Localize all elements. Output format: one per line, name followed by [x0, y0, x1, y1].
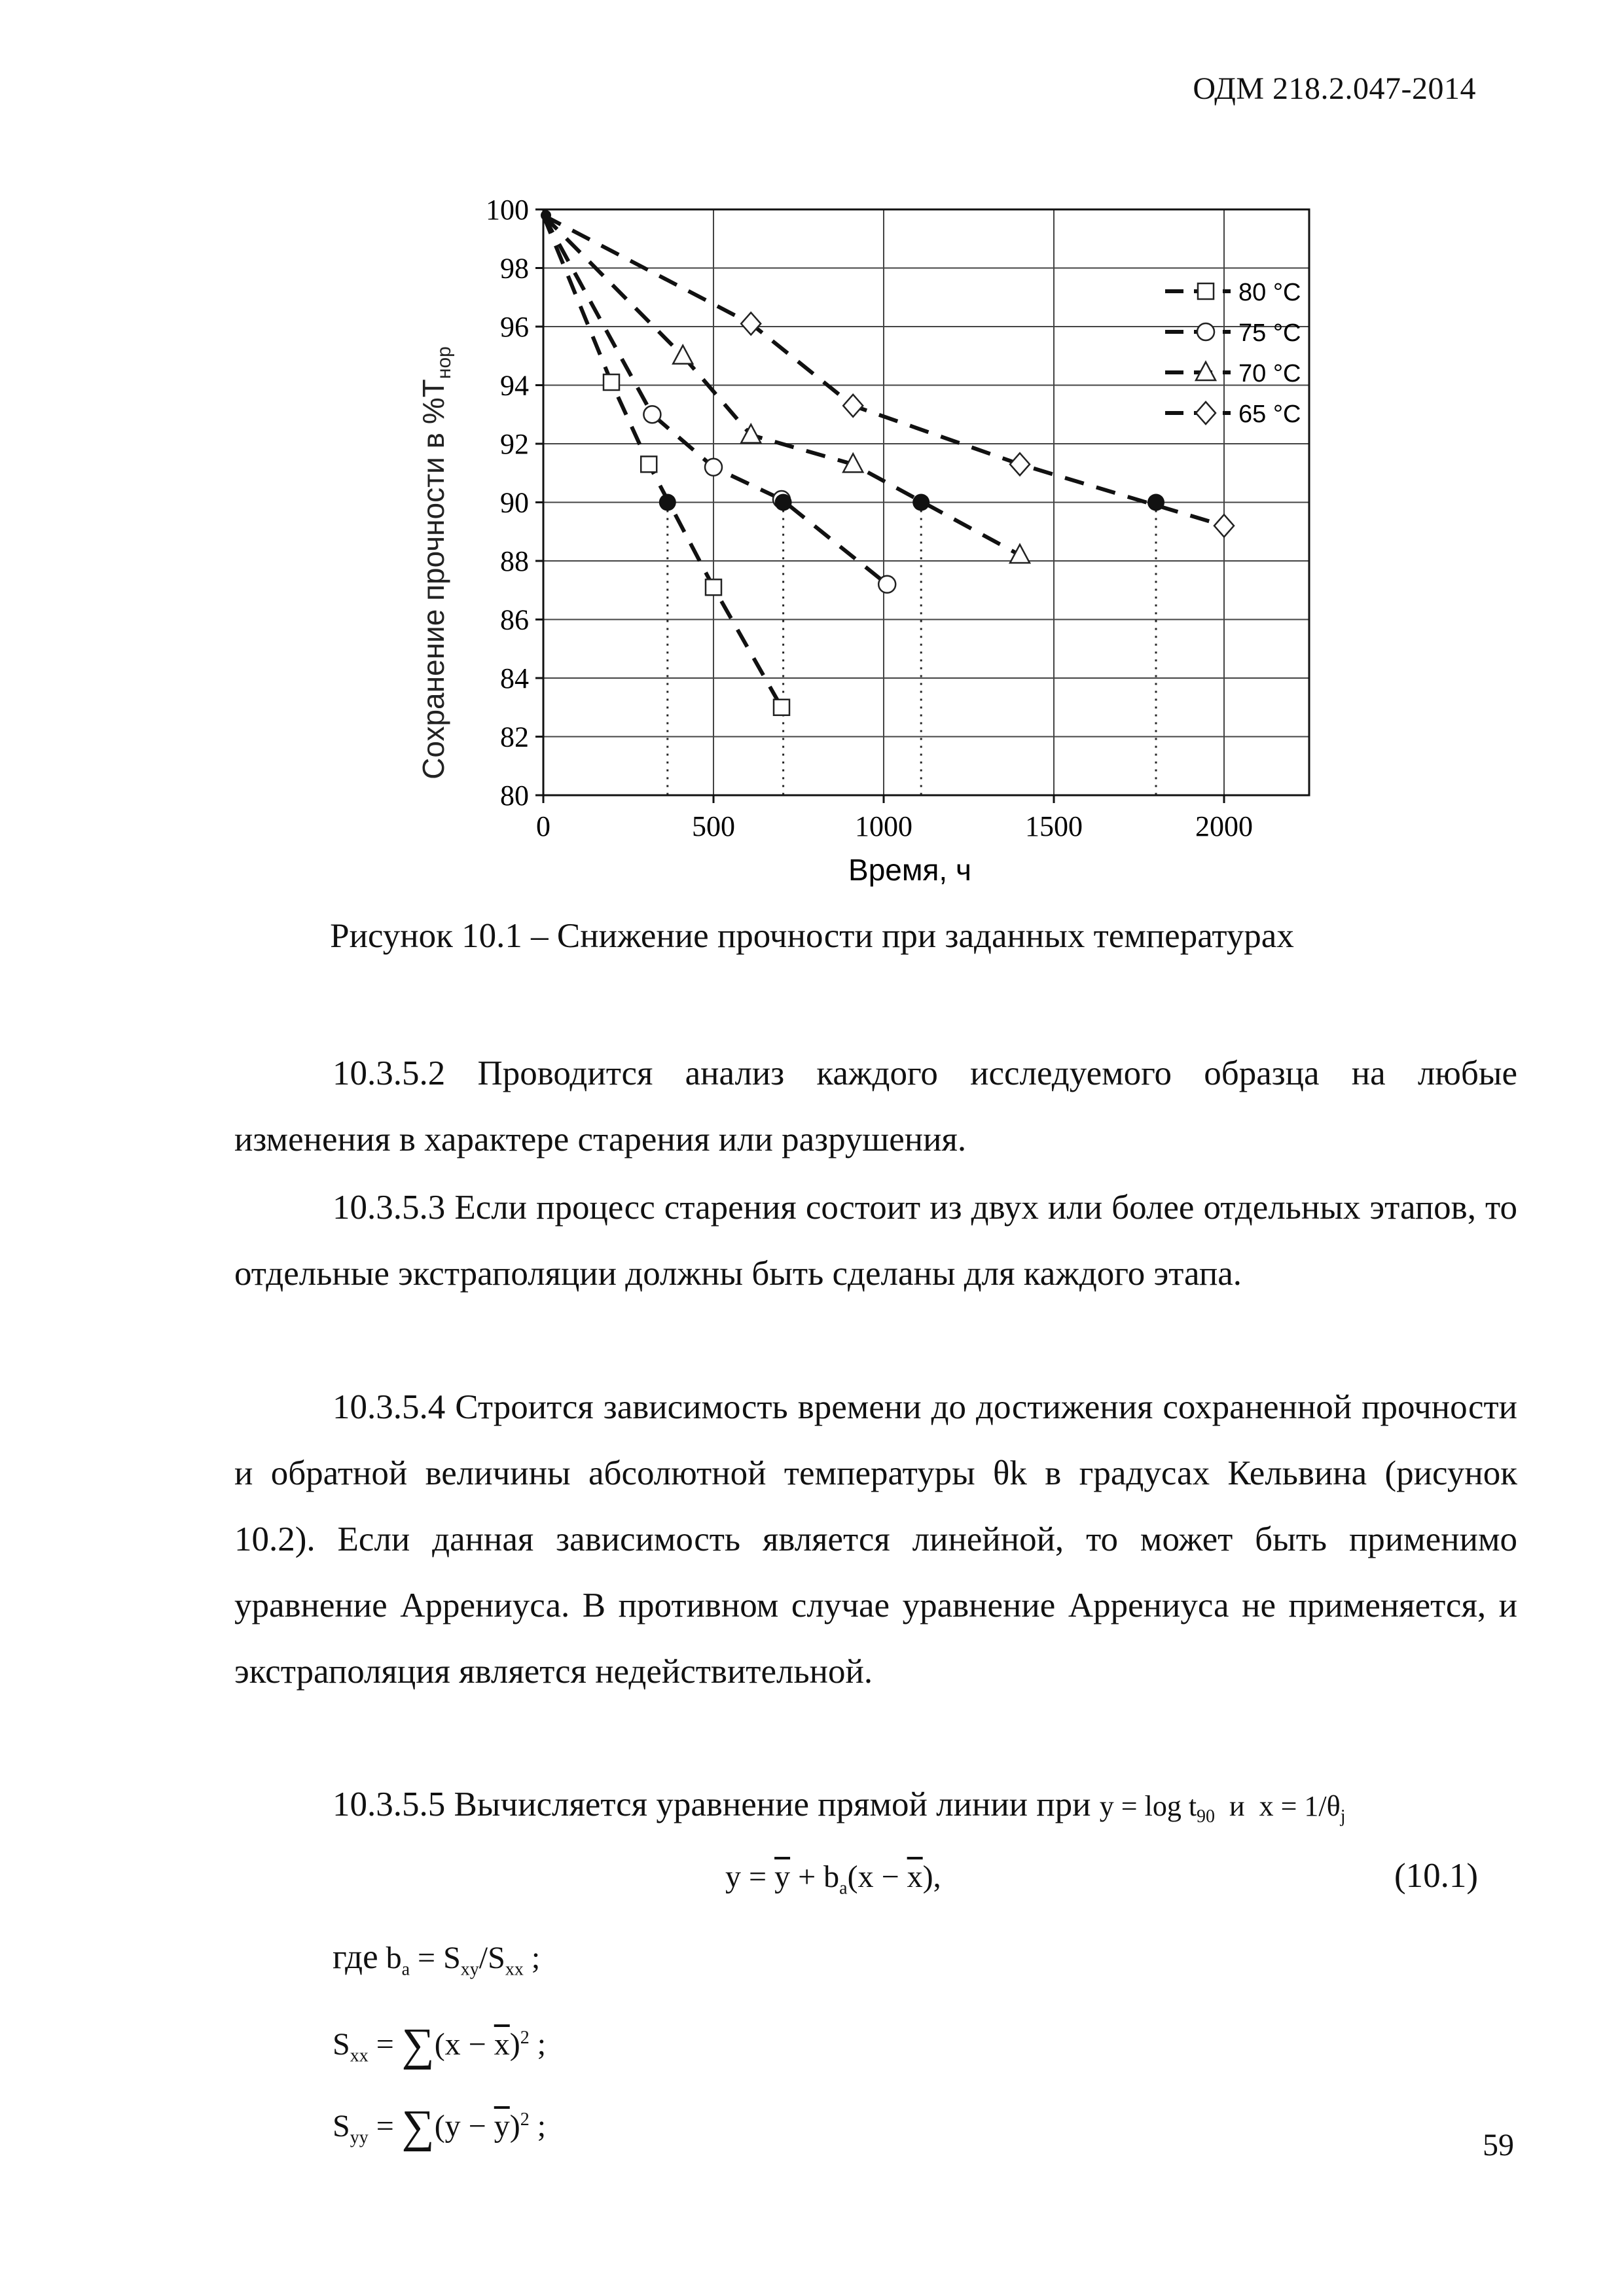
y-tick-label: 96	[500, 311, 529, 343]
diamond-marker	[1196, 402, 1216, 424]
paragraph-10-3-5-3: 10.3.5.3 Если процесс старения состоит из двух или более отдельных этапов, то отдельные экстраполяции должны быть сделаны для каждого этапа.	[234, 1189, 1517, 1293]
diamond-marker	[843, 395, 863, 417]
series-line	[543, 215, 782, 708]
series-circle	[543, 215, 895, 593]
y-tick-label: 92	[500, 428, 529, 460]
series-diamond	[543, 215, 1234, 537]
y-tick-label: 100	[486, 194, 529, 226]
x-tick-label: 1000	[855, 810, 912, 842]
equation-10-1: $y = \overline{y} + b_a(x - \overline{x})$,	[725, 1859, 941, 1899]
y-tick-label: 90	[500, 486, 529, 519]
diamond-marker	[1214, 514, 1234, 537]
x-tick-label: 500	[692, 810, 735, 842]
strength-loss-chart	[406, 177, 1335, 910]
x-tick-label: 0	[536, 810, 550, 842]
circle-marker	[878, 576, 895, 593]
syy-formula: $S_{yy} = \sum(y - \overline{y})^2$ ;	[333, 2102, 547, 2152]
where-label: где	[333, 1938, 378, 1976]
triangle-marker	[1010, 545, 1030, 563]
legend-label: 75 °C	[1238, 319, 1301, 347]
y-tick-label: 94	[500, 369, 529, 402]
triangle-marker	[741, 425, 761, 443]
paragraph-10-3-5-2: 10.3.5.2 Проводится анализ каждого исследуемого образца на любые изменения в характере старения или разрушения.	[234, 1054, 1517, 1158]
x-tick-label: 1500	[1025, 810, 1083, 842]
circle-marker	[643, 406, 660, 423]
page-number: 59	[1483, 2128, 1514, 2162]
diamond-marker	[1010, 453, 1030, 475]
y-axis-label: Сохранение прочности в $\%T_{нор}$	[416, 346, 455, 780]
y-tick-label: 82	[500, 721, 529, 753]
paragraph-10-3-5-5-text: 10.3.5.5 Вычисляется уравнение прямой линии при	[333, 1785, 1091, 1823]
y-tick-label: 88	[500, 545, 529, 577]
series-square	[543, 215, 789, 715]
x-axis-label: Время, ч	[848, 853, 971, 887]
y-tick-label: 84	[500, 662, 529, 694]
condition-formula: $y = \log t_{90}$ и $x = 1/\theta_j$	[1099, 1790, 1346, 1827]
square-marker	[641, 456, 657, 472]
legend-label: 65 °C	[1238, 401, 1301, 428]
document-code: ОДМ 218.2.047-2014	[1193, 71, 1476, 106]
paragraph-10-3-5-5	[234, 1772, 1517, 1850]
figure-caption: Рисунок 10.1 – Снижение прочности при заданных температурах	[330, 917, 1294, 955]
chart-legend	[1165, 279, 1301, 428]
where-ba-formula: где $b_a = S_{xy}/S_{xx}$ ;	[333, 1938, 541, 1980]
x-tick-label: 2000	[1195, 810, 1253, 842]
square-marker	[1198, 283, 1214, 299]
square-marker	[604, 374, 619, 390]
origin-point	[541, 210, 551, 221]
y-tick-label: 80	[500, 780, 529, 812]
y-tick-label: 86	[500, 603, 529, 636]
threshold-point	[659, 494, 676, 511]
circle-marker	[1197, 323, 1214, 340]
threshold-point	[775, 494, 792, 511]
legend-label: 80 °C	[1238, 279, 1301, 306]
square-marker	[706, 579, 721, 595]
y-tick-label: 98	[500, 252, 529, 285]
threshold-point	[1147, 494, 1164, 511]
sxx-formula: $S_{xx} = \sum(x - \overline{x})^2$ ;	[333, 2020, 547, 2070]
paragraph-10-3-5-4: 10.3.5.4 Строится зависимость времени до достижения сохраненной прочности и обратной величины абсолютной температуры θk в градусах Кельвина (рисунок 10.2). Если данная зависимость является линейной, то может быть применимо уравнение Аррениуса. В противном случае уравнение Аррениуса не применяется, и экстраполяция является недействительной.	[234, 1388, 1517, 1691]
triangle-marker	[673, 346, 693, 364]
circle-marker	[705, 459, 722, 476]
square-marker	[774, 700, 789, 715]
legend-label: 70 °C	[1238, 360, 1301, 387]
series-line	[543, 215, 887, 584]
equation-number: (10.1)	[1394, 1857, 1479, 1895]
chart-tick-labels	[486, 194, 1253, 842]
threshold-point	[912, 494, 929, 511]
